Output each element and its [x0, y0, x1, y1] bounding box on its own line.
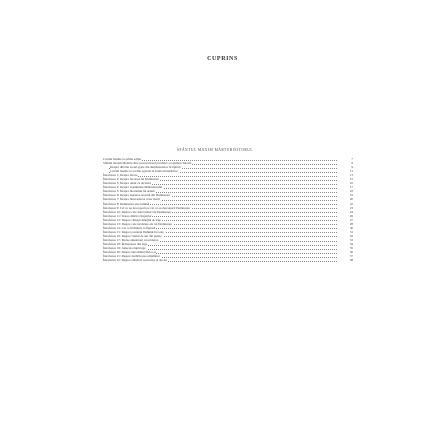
toc-entry-page: 37 [349, 254, 353, 259]
toc-entry-label: Întrebarea 1: Despre afecte [103, 173, 138, 178]
section-title: SFÂNTUL MAXIM MĂRTURISITORUL [176, 148, 254, 152]
toc-entry-label: Întrebarea 21: Despre dezbrăcarea stăpânilor [103, 254, 160, 259]
toc-entry-page: 33 [349, 237, 353, 242]
toc-entry-label: Întrebarea 10: Despre cele două temeri de Dumnezeu [103, 209, 171, 214]
toc-entry-page: 27 [349, 217, 353, 222]
toc-entry-label: Întrebarea 19: Judecata după lege [103, 246, 146, 251]
running-header: CUPRINS [207, 56, 238, 62]
toc-entry-label: Sfântul monah Maxim către preacuviosul presbiter și egumen Talasie [103, 161, 192, 166]
toc-entry-label: Întrebarea 6: Despre nașterea noastră din Dumnezeu [103, 193, 170, 198]
toc-entry-label: Întrebarea 15: Despre prezența Duhului în toate [103, 229, 164, 234]
toc-entry-label: Întrebarea 20: Despre smochinul fără rod [103, 250, 156, 255]
toc-entry-page: 16 [349, 181, 353, 186]
toc-entry-page: 11 [349, 169, 353, 174]
toc-entry-page: 32 [349, 233, 353, 238]
toc-entry-page: 36 [349, 250, 353, 255]
toc-entry-label: Întrebarea 12: Despre cămașa mânjită de trup [103, 217, 161, 222]
toc-entry-page: 28 [349, 221, 353, 226]
toc-entry-page: 23 [349, 205, 353, 210]
toc-entry-label: Întrebarea 17: Moise amenințat cu uciderea [103, 237, 159, 242]
toc-entry-label: Întrebarea 11: Starea dintâi a îngerilor [103, 213, 152, 218]
toc-entry-page: 34 [349, 241, 353, 246]
toc-entry-page: 24 [349, 209, 353, 214]
toc-entry-page: 31 [349, 229, 353, 234]
toc-entry[interactable] [103, 258, 353, 262]
toc-entry-page: 9 [351, 161, 353, 166]
toc-entry-page: 30 [349, 225, 353, 230]
toc-entry-page: 15 [349, 177, 353, 182]
toc-entry-page: 26 [349, 213, 353, 218]
toc-entry-label: Întrebarea 4: Despre veșmintele Mântuitorului [103, 185, 163, 190]
toc-entry-label: Întrebarea 16: Despre vițelul de aur din pustie [103, 233, 162, 238]
toc-entry-page: 18 [349, 189, 353, 194]
toc-entry-label: Întrebarea 8: Dumnezeu este lumină [103, 201, 150, 206]
toc-entry-page: 20 [349, 197, 353, 202]
toc-entry-label: Întrebarea 5: Despre blestemul lui Adam [103, 189, 155, 194]
toc-entry-label: Întrebarea 2: Despre lucrarea lui Dumnezeu [103, 177, 159, 182]
toc-entry-label: Întrebarea 3: Despre omul cu ulciorul [103, 181, 151, 186]
toc-entry-page: 7 [351, 157, 353, 161]
toc-entry-label: Despre diferite locuri grele din dumnezeiasca Scriptură [110, 165, 181, 170]
toc-entry-page: 19 [349, 193, 353, 198]
toc-entry-label: Întrebarea 13: Despre cele nevăzute ale lui Dumnezeu [103, 221, 172, 226]
toc-entry-page: 9 [351, 165, 353, 170]
toc-entry-label: Întrebarea 9: Cei ce au descoperit pe cei ce au descoperit Dumnezeu [103, 205, 190, 210]
toc-entry-label: Cuvânt înainte la prima ediție [103, 157, 141, 161]
toc-entry-label: Întrebarea 7: Despre binevestirea celor morți [103, 197, 161, 202]
toc-entry-label: Întrebarea 18: Îndreptarea din lege [103, 241, 148, 246]
toc-entry-page: 35 [349, 246, 353, 251]
toc-entry-page: 22 [349, 201, 353, 206]
toc-entry-page: 13 [349, 173, 353, 178]
table-of-contents [103, 157, 353, 262]
toc-entry-page: 38 [349, 258, 353, 263]
toc-entry-label: Cuvânt înainte la scolile agerale în forma întrebărilor [110, 169, 178, 174]
toc-entry-label: Întrebarea 14: Cei ce închinare la făptură [103, 225, 156, 230]
toc-entry-page: 17 [349, 185, 353, 190]
toc-entry-label: Întrebarea 22: Despre sfârșitul veacurilor și ale lui [103, 258, 167, 263]
